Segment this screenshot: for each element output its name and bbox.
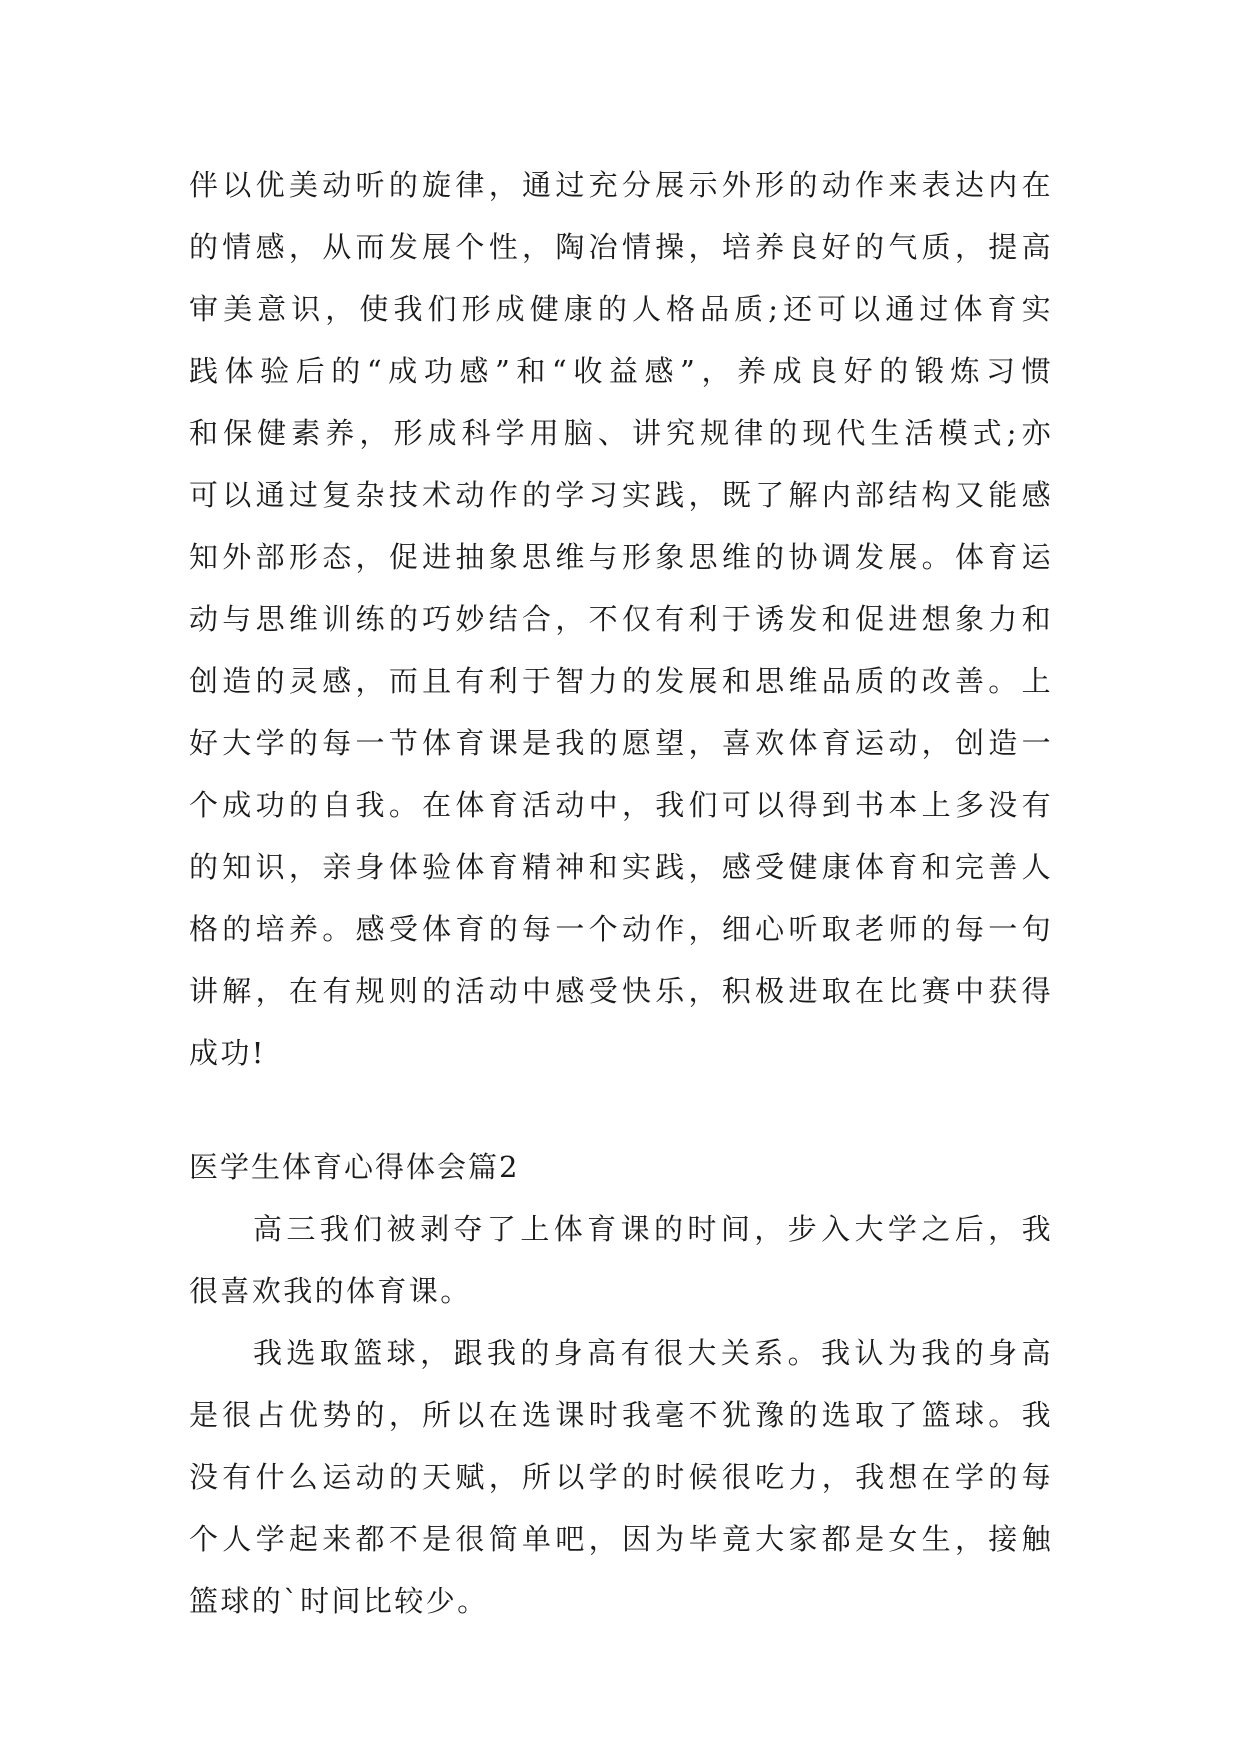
text-line: 成功! bbox=[189, 1036, 266, 1070]
document-body bbox=[189, 154, 1053, 1632]
text-line: 审美意识，使我们形成健康的人格品质;还可以通过体育实 bbox=[189, 292, 1053, 326]
text-line: 好大学的每一节体育课是我的愿望，喜欢体育运动，创造一 bbox=[189, 726, 1053, 760]
text-line: 动与思维训练的巧妙结合，不仅有利于诱发和促进想象力和 bbox=[189, 602, 1053, 636]
text-line: 高三我们被剥夺了上体育课的时间，步入大学之后，我 bbox=[253, 1212, 1053, 1246]
text-line: 和保健素养，形成科学用脑、讲究规律的现代生活模式;亦 bbox=[189, 416, 1053, 450]
paragraph-gap bbox=[189, 1084, 1053, 1136]
text-line: 个成功的自我。在体育活动中，我们可以得到书本上多没有 bbox=[189, 788, 1053, 822]
text-line: 创造的灵感，而且有利于智力的发展和思维品质的改善。上 bbox=[189, 664, 1053, 698]
text-line: 可以通过复杂技术动作的学习实践，既了解内部结构又能感 bbox=[189, 478, 1053, 512]
text-line: 讲解，在有规则的活动中感受快乐，积极进取在比赛中获得 bbox=[189, 974, 1053, 1008]
paragraph-2 bbox=[189, 1198, 1053, 1322]
section-heading: 医学生体育心得体会篇2 bbox=[189, 1150, 520, 1184]
text-line: 践体验后的“成功感”和“收益感”，养成良好的锻炼习惯 bbox=[189, 354, 1053, 388]
text-line: 我选取篮球，跟我的身高有很大关系。我认为我的身高 bbox=[253, 1336, 1053, 1370]
text-line: 格的培养。感受体育的每一个动作，细心听取老师的每一句 bbox=[189, 912, 1053, 946]
text-line: 的情感，从而发展个性，陶冶情操，培养良好的气质，提高 bbox=[189, 230, 1053, 264]
text-line: 很喜欢我的体育课。 bbox=[189, 1274, 472, 1308]
paragraph-1 bbox=[189, 154, 1053, 1084]
text-line: 伴以优美动听的旋律，通过充分展示外形的动作来表达内在 bbox=[189, 168, 1053, 202]
text-line: 知外部形态，促进抽象思维与形象思维的协调发展。体育运 bbox=[189, 540, 1053, 574]
text-line: 是很占优势的，所以在选课时我毫不犹豫的选取了篮球。我 bbox=[189, 1398, 1053, 1432]
text-line: 个人学起来都不是很简单吧，因为毕竟大家都是女生，接触 bbox=[189, 1522, 1053, 1556]
text-line: 篮球的`时间比较少。 bbox=[189, 1584, 489, 1618]
paragraph-3 bbox=[189, 1322, 1053, 1632]
text-line: 没有什么运动的天赋，所以学的时候很吃力，我想在学的每 bbox=[189, 1460, 1053, 1494]
text-line: 的知识，亲身体验体育精神和实践，感受健康体育和完善人 bbox=[189, 850, 1053, 884]
